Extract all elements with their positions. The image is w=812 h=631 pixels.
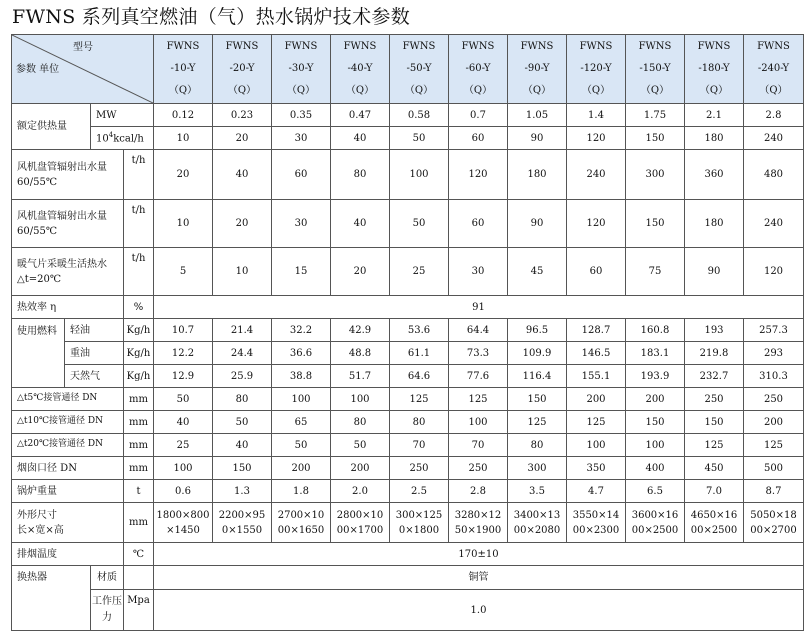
dimension-line2: 50×1900 (454, 524, 502, 536)
value-cell: 42.9 (331, 319, 390, 342)
unit-rest: kcal/h (113, 133, 144, 145)
model-name-line2: -90-Y (524, 63, 550, 74)
value-cell (685, 503, 744, 543)
value-cell: 80 (390, 411, 449, 434)
model-header-cell (154, 35, 213, 104)
dimension-line2: 00×2300 (572, 524, 620, 536)
value-cell: 125 (567, 411, 626, 434)
value-cell: 8.7 (744, 480, 804, 503)
value-cell: 65 (272, 411, 331, 434)
model-name-line2: -50-Y (406, 63, 432, 74)
value-cell: 10 (154, 127, 213, 150)
value-cell: 200 (272, 457, 331, 480)
dimension-line2: 00×2700 (750, 524, 797, 536)
value-cell: 2.5 (390, 480, 449, 503)
value-cell (626, 503, 685, 543)
sub-label: 天然气 (65, 365, 124, 388)
boiler-spec-table (11, 34, 804, 631)
row-label: 排烟温度 (12, 543, 124, 566)
header-corner-cell (12, 35, 154, 104)
value-cell: 250 (685, 388, 744, 411)
value-cell: 200 (744, 411, 804, 434)
value-cell: 2.8 (449, 480, 508, 503)
dimension-line2: ×1450 (166, 524, 200, 536)
unit-cell: t/h (124, 150, 154, 200)
value-cell: 0.35 (272, 104, 331, 127)
model-name-line1: FWNS (225, 41, 259, 52)
table-row (12, 319, 804, 342)
dimension-line1: 3280×12 (454, 509, 502, 521)
table-row (12, 480, 804, 503)
model-header-cell (508, 35, 567, 104)
model-header-cell (449, 35, 508, 104)
value-cell: 90 (508, 127, 567, 150)
value-cell: 90 (685, 248, 744, 296)
value-cell: 193 (685, 319, 744, 342)
value-cell (331, 503, 390, 543)
model-name-line3: （Q） (227, 85, 257, 96)
table-row (12, 388, 804, 411)
value-cell: 350 (567, 457, 626, 480)
value-cell: 1.3 (213, 480, 272, 503)
value-cell: 150 (626, 411, 685, 434)
corner-model-label: 型号 (73, 42, 93, 53)
header-row (12, 35, 804, 104)
value-cell: 12.2 (154, 342, 213, 365)
value-cell: 61.1 (390, 342, 449, 365)
sub-label: 轻油 (65, 319, 124, 342)
value-cell: 183.1 (626, 342, 685, 365)
table-row (12, 411, 804, 434)
value-cell: 1.75 (626, 104, 685, 127)
dimension-line1: 3550×14 (572, 509, 620, 521)
row-label: 换热器 (12, 566, 91, 631)
model-name-line3: （Q） (699, 85, 729, 96)
value-cell (390, 503, 449, 543)
value-cell: 400 (626, 457, 685, 480)
value-cell: 250 (449, 457, 508, 480)
row-label: 锅炉重量 (12, 480, 124, 503)
value-cell: 146.5 (567, 342, 626, 365)
value-cell: 300 (626, 150, 685, 200)
model-name-line3: （Q） (759, 85, 788, 96)
model-name-line3: （Q） (404, 85, 434, 96)
model-name-line3: （Q） (345, 85, 375, 96)
model-name-line3: （Q） (581, 85, 611, 96)
value-cell: 100 (390, 150, 449, 200)
dimension-line1: 1800×800 (156, 509, 210, 521)
value-cell: 40 (213, 434, 272, 457)
table-row (12, 543, 804, 566)
row-label: △t20℃接管通径 DN (12, 434, 124, 457)
value-cell: 32.2 (272, 319, 331, 342)
value-cell: 450 (685, 457, 744, 480)
value-cell: 257.3 (744, 319, 804, 342)
value-cell: 200 (567, 388, 626, 411)
model-header-cell (213, 35, 272, 104)
table-row (12, 104, 804, 127)
value-cell: 50 (390, 127, 449, 150)
value-cell: 15 (272, 248, 331, 296)
table-row (12, 342, 804, 365)
row-label: △t5℃接管通径 DN (12, 388, 124, 411)
dimension-label-line2: 长×宽×高 (17, 524, 64, 536)
sub-label: 材质 (91, 566, 124, 590)
value-cell: 193.9 (626, 365, 685, 388)
value-cell: 2.0 (331, 480, 390, 503)
model-name-line1: FWNS (579, 41, 613, 52)
value-cell: 0.47 (331, 104, 390, 127)
value-cell: 51.7 (331, 365, 390, 388)
model-name-line2: -240-Y (757, 63, 790, 74)
value-cell: 77.6 (449, 365, 508, 388)
value-cell: 45 (508, 248, 567, 296)
dimension-line1: 2700×10 (277, 509, 325, 521)
model-name-line2: -180-Y (698, 63, 730, 74)
value-cell: 30 (449, 248, 508, 296)
table-row (12, 365, 804, 388)
table-row (12, 200, 804, 248)
dimension-label-line1: 外形尺寸 (17, 509, 57, 521)
value-cell (744, 503, 804, 543)
dimension-line2: 00×2500 (690, 524, 738, 536)
model-header-cell (390, 35, 449, 104)
unit-cell: Kg/h (124, 342, 154, 365)
sub-label: 重油 (65, 342, 124, 365)
value-cell: 150 (213, 457, 272, 480)
value-cell: 1.05 (508, 104, 567, 127)
value-cell: 160.8 (626, 319, 685, 342)
model-name-line1: FWNS (697, 41, 731, 52)
value-cell: 24.4 (213, 342, 272, 365)
value-cell: 250 (390, 457, 449, 480)
value-cell: 64.6 (390, 365, 449, 388)
value-cell: 2.1 (685, 104, 744, 127)
dimension-line2: 00×2500 (631, 524, 679, 536)
value-cell: 293 (744, 342, 804, 365)
value-cell: 240 (744, 200, 804, 248)
value-cell: 96.5 (508, 319, 567, 342)
value-cell: 50 (154, 388, 213, 411)
unit-cell: mm (124, 434, 154, 457)
model-name-line2: -150-Y (639, 63, 671, 74)
model-name-line1: FWNS (402, 41, 436, 52)
unit-cell: t/h (124, 200, 154, 248)
model-name-line2: -40-Y (347, 63, 373, 74)
model-name-line1: FWNS (166, 41, 200, 52)
value-cell: 240 (744, 127, 804, 150)
value-cell: 100 (449, 411, 508, 434)
value-cell: 20 (154, 150, 213, 200)
model-header-cell (331, 35, 390, 104)
model-name-line1: FWNS (520, 41, 554, 52)
model-header-cell (567, 35, 626, 104)
dimension-line1: 300×125 (395, 509, 443, 521)
row-label: 使用燃料 (12, 319, 65, 388)
value-cell: 3.5 (508, 480, 567, 503)
value-cell: 2.8 (744, 104, 804, 127)
value-cell: 300 (508, 457, 567, 480)
model-name-line1: FWNS (638, 41, 672, 52)
unit-base: 10 (96, 133, 109, 145)
dimension-line1: 2800×10 (336, 509, 384, 521)
dimension-line2: 0×1550 (221, 524, 263, 536)
table-row (12, 434, 804, 457)
value-cell: 20 (213, 200, 272, 248)
value-cell: 90 (508, 200, 567, 248)
row-label: 风机盘管辐射出水量 60/55℃ (12, 150, 124, 200)
value-cell: 7.0 (685, 480, 744, 503)
table-row (12, 150, 804, 200)
model-name-line3: （Q） (640, 85, 670, 96)
row-label: 烟囱口径 DN (12, 457, 124, 480)
value-cell: 125 (685, 434, 744, 457)
sub-label: 工作压力 (91, 590, 124, 631)
value-cell: 200 (331, 457, 390, 480)
unit-cell: MW (91, 104, 154, 127)
value-cell: 116.4 (508, 365, 567, 388)
table-row (12, 296, 804, 319)
value-cell: 80 (331, 150, 390, 200)
table-row (12, 127, 804, 150)
value-cell: 100 (154, 457, 213, 480)
value-cell: 120 (567, 200, 626, 248)
value-cell: 38.8 (272, 365, 331, 388)
unit-cell: Mpa (124, 590, 154, 631)
value-cell: 125 (508, 411, 567, 434)
value-cell: 12.9 (154, 365, 213, 388)
value-cell: 120 (744, 248, 804, 296)
row-label: 暖气片采暖生活热水△t=20℃ (12, 248, 124, 296)
value-cell: 25 (154, 434, 213, 457)
model-name-line2: -20-Y (229, 63, 255, 74)
unit-cell: t/h (124, 248, 154, 296)
page-title: FWNS 系列真空燃油（气）热水锅炉技术参数 (12, 6, 410, 28)
table-row (12, 590, 804, 631)
merged-value-cell: 170±10 (154, 543, 804, 566)
value-cell: 50 (331, 434, 390, 457)
model-name-line1: FWNS (461, 41, 495, 52)
value-cell (154, 503, 213, 543)
model-name-line3: （Q） (168, 85, 198, 96)
unit-cell: t (124, 480, 154, 503)
value-cell: 0.6 (154, 480, 213, 503)
value-cell: 60 (272, 150, 331, 200)
value-cell: 30 (272, 200, 331, 248)
value-cell: 100 (567, 434, 626, 457)
value-cell: 310.3 (744, 365, 804, 388)
value-cell: 100 (331, 388, 390, 411)
value-cell: 219.8 (685, 342, 744, 365)
value-cell: 21.4 (213, 319, 272, 342)
value-cell: 6.5 (626, 480, 685, 503)
value-cell: 70 (449, 434, 508, 457)
value-cell: 60 (449, 200, 508, 248)
value-cell: 1.8 (272, 480, 331, 503)
value-cell: 480 (744, 150, 804, 200)
model-header-cell (685, 35, 744, 104)
unit-cell: % (124, 296, 154, 319)
unit-cell: Kg/h (124, 365, 154, 388)
value-cell: 40 (154, 411, 213, 434)
model-name-line3: （Q） (522, 85, 552, 96)
row-label: 风机盘管辐射出水量 60/55℃ (12, 200, 124, 248)
spec-table-wrapper (11, 34, 803, 628)
value-cell: 73.3 (449, 342, 508, 365)
model-name-line2: -10-Y (170, 63, 196, 74)
dimension-line1: 4650×16 (690, 509, 738, 521)
row-label: △t10℃接管通径 DN (12, 411, 124, 434)
table-row (12, 503, 804, 543)
value-cell: 48.8 (331, 342, 390, 365)
value-cell: 70 (390, 434, 449, 457)
value-cell: 40 (331, 200, 390, 248)
dimension-line1: 5050×18 (750, 509, 797, 521)
value-cell: 180 (685, 200, 744, 248)
unit-exponent: 4 (108, 130, 114, 139)
value-cell: 60 (449, 127, 508, 150)
value-cell: 10 (213, 248, 272, 296)
value-cell: 80 (331, 411, 390, 434)
unit-cell: mm (124, 388, 154, 411)
value-cell: 1.4 (567, 104, 626, 127)
value-cell: 0.23 (213, 104, 272, 127)
row-label: 额定供热量 (12, 104, 91, 150)
value-cell: 25.9 (213, 365, 272, 388)
value-cell (508, 503, 567, 543)
model-name-line1: FWNS (284, 41, 318, 52)
value-cell: 30 (272, 127, 331, 150)
model-name-line1: FWNS (343, 41, 377, 52)
value-cell: 20 (331, 248, 390, 296)
table-row (12, 566, 804, 590)
value-cell: 180 (508, 150, 567, 200)
value-cell: 40 (331, 127, 390, 150)
dimension-line2: 00×1700 (336, 524, 384, 536)
value-cell (213, 503, 272, 543)
value-cell: 250 (744, 388, 804, 411)
value-cell: 125 (744, 434, 804, 457)
value-cell: 4.7 (567, 480, 626, 503)
value-cell: 50 (213, 411, 272, 434)
value-cell: 500 (744, 457, 804, 480)
value-cell: 128.7 (567, 319, 626, 342)
dimension-line1: 3600×16 (631, 509, 679, 521)
value-cell: 150 (508, 388, 567, 411)
value-cell: 109.9 (508, 342, 567, 365)
value-cell: 64.4 (449, 319, 508, 342)
merged-value-cell: 91 (154, 296, 804, 319)
value-cell: 120 (449, 150, 508, 200)
value-cell: 50 (390, 200, 449, 248)
unit-cell (91, 127, 154, 150)
value-cell: 125 (449, 388, 508, 411)
value-cell: 120 (567, 127, 626, 150)
table-row (12, 457, 804, 480)
corner-param-unit-label: 参数 单位 (16, 64, 60, 75)
value-cell: 180 (685, 127, 744, 150)
table-row (12, 248, 804, 296)
model-header-cell (626, 35, 685, 104)
model-name-line1: FWNS (757, 41, 790, 52)
unit-cell: mm (124, 457, 154, 480)
value-cell: 0.7 (449, 104, 508, 127)
model-header-cell (272, 35, 331, 104)
value-cell: 240 (567, 150, 626, 200)
dimension-line2: 00×1650 (277, 524, 325, 536)
value-cell: 20 (213, 127, 272, 150)
value-cell: 10.7 (154, 319, 213, 342)
value-cell: 80 (508, 434, 567, 457)
value-cell: 5 (154, 248, 213, 296)
value-cell: 150 (626, 127, 685, 150)
model-name-line2: -30-Y (288, 63, 314, 74)
value-cell: 0.58 (390, 104, 449, 127)
value-cell: 232.7 (685, 365, 744, 388)
model-name-line2: -120-Y (580, 63, 612, 74)
dimension-line2: 0×1800 (398, 524, 440, 536)
value-cell: 125 (390, 388, 449, 411)
value-cell: 150 (626, 200, 685, 248)
value-cell (567, 503, 626, 543)
value-cell: 40 (213, 150, 272, 200)
model-name-line3: （Q） (286, 85, 316, 96)
value-cell (272, 503, 331, 543)
unit-cell (124, 566, 154, 590)
value-cell: 80 (213, 388, 272, 411)
dimension-line2: 00×2080 (513, 524, 561, 536)
value-cell: 0.12 (154, 104, 213, 127)
dimension-line1: 2200×95 (218, 509, 266, 521)
value-cell: 100 (272, 388, 331, 411)
dimension-line1: 3400×13 (513, 509, 561, 521)
model-name-line3: （Q） (463, 85, 493, 96)
value-cell: 10 (154, 200, 213, 248)
row-label (12, 503, 124, 543)
value-cell: 60 (567, 248, 626, 296)
model-name-line2: -60-Y (465, 63, 491, 74)
unit-cell: mm (124, 503, 154, 543)
value-cell: 150 (685, 411, 744, 434)
value-cell: 36.6 (272, 342, 331, 365)
unit-cell: Kg/h (124, 319, 154, 342)
value-cell: 155.1 (567, 365, 626, 388)
unit-cell: mm (124, 411, 154, 434)
merged-value-cell: 1.0 (154, 590, 804, 631)
value-cell: 25 (390, 248, 449, 296)
value-cell: 50 (272, 434, 331, 457)
row-label: 热效率 η (12, 296, 124, 319)
value-cell: 53.6 (390, 319, 449, 342)
unit-cell: ℃ (124, 543, 154, 566)
model-header-cell (744, 35, 804, 104)
value-cell (449, 503, 508, 543)
merged-value-cell: 铜管 (154, 566, 804, 590)
value-cell: 100 (626, 434, 685, 457)
value-cell: 360 (685, 150, 744, 200)
value-cell: 200 (626, 388, 685, 411)
value-cell: 75 (626, 248, 685, 296)
